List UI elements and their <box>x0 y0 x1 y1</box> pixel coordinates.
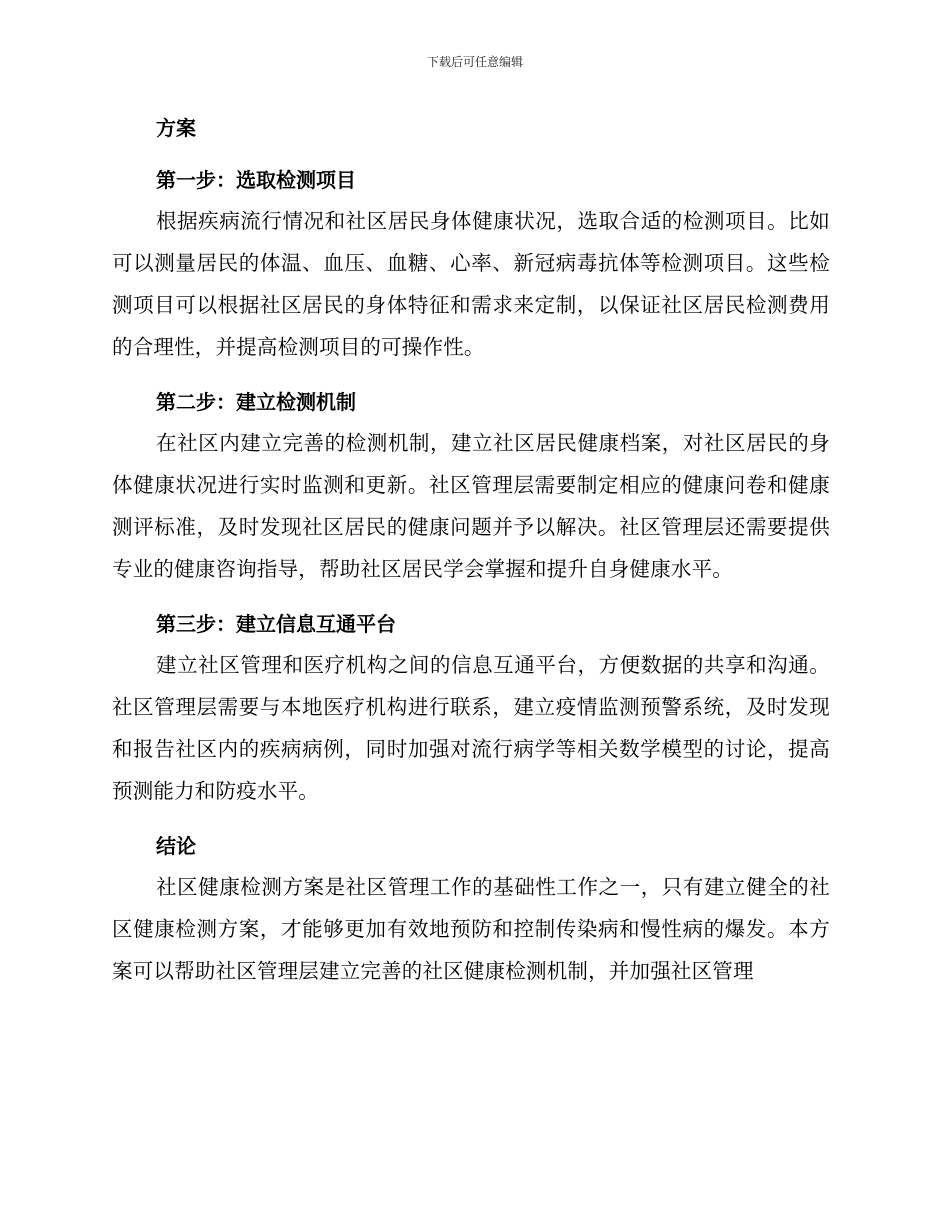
step-one-paragraph: 根据疾病流行情况和社区居民身体健康状况，选取合适的检测项目。比如可以测量居民的体温、血压、血糖、心率、新冠病毒抗体等检测项目。这些检测项目可以根据社区居民的身体特征和需求来定制，以保证社区居民检测费用的合理性，并提高检测项目的可操作性。 <box>112 209 830 359</box>
step-two-heading: 第二步：建立检测机制 <box>156 390 356 414</box>
step-three-paragraph: 建立社区管理和医疗机构之间的信息互通平台，方便数据的共享和沟通。社区管理层需要与本地医疗机构进行联系，建立疫情监测预警系统，及时发现和报告社区内的疾病病例，同时加强对流行病学等相关数学模型的讨论，提高预测能力和防疫水平。 <box>112 653 830 803</box>
step-one-heading: 第一步：选取检测项目 <box>156 168 356 192</box>
step-two-paragraph: 在社区内建立完善的检测机制，建立社区居民健康档案，对社区居民的身体健康状况进行实时监测和更新。社区管理层需要制定相应的健康问卷和健康测评标准，及时发现社区居民的健康问题并予以解决。社区管理层还需要提供专业的健康咨询指导，帮助社区居民学会掌握和提升自身健康水平。 <box>112 431 830 581</box>
document-body <box>112 108 830 992</box>
section-title-plan: 方案 <box>156 116 196 140</box>
conclusion-heading: 结论 <box>156 834 196 858</box>
conclusion-paragraph: 社区健康检测方案是社区管理工作的基础性工作之一，只有建立健全的社区健康检测方案，才能够更加有效地预防和控制传染病和慢性病的爆发。本方案可以帮助社区管理层建立完善的社区健康检测机制，并加强社区管理 <box>112 875 830 983</box>
step-three-heading: 第三步：建立信息互通平台 <box>156 612 396 636</box>
page-header: 下载后可任意编辑 <box>426 55 523 69</box>
